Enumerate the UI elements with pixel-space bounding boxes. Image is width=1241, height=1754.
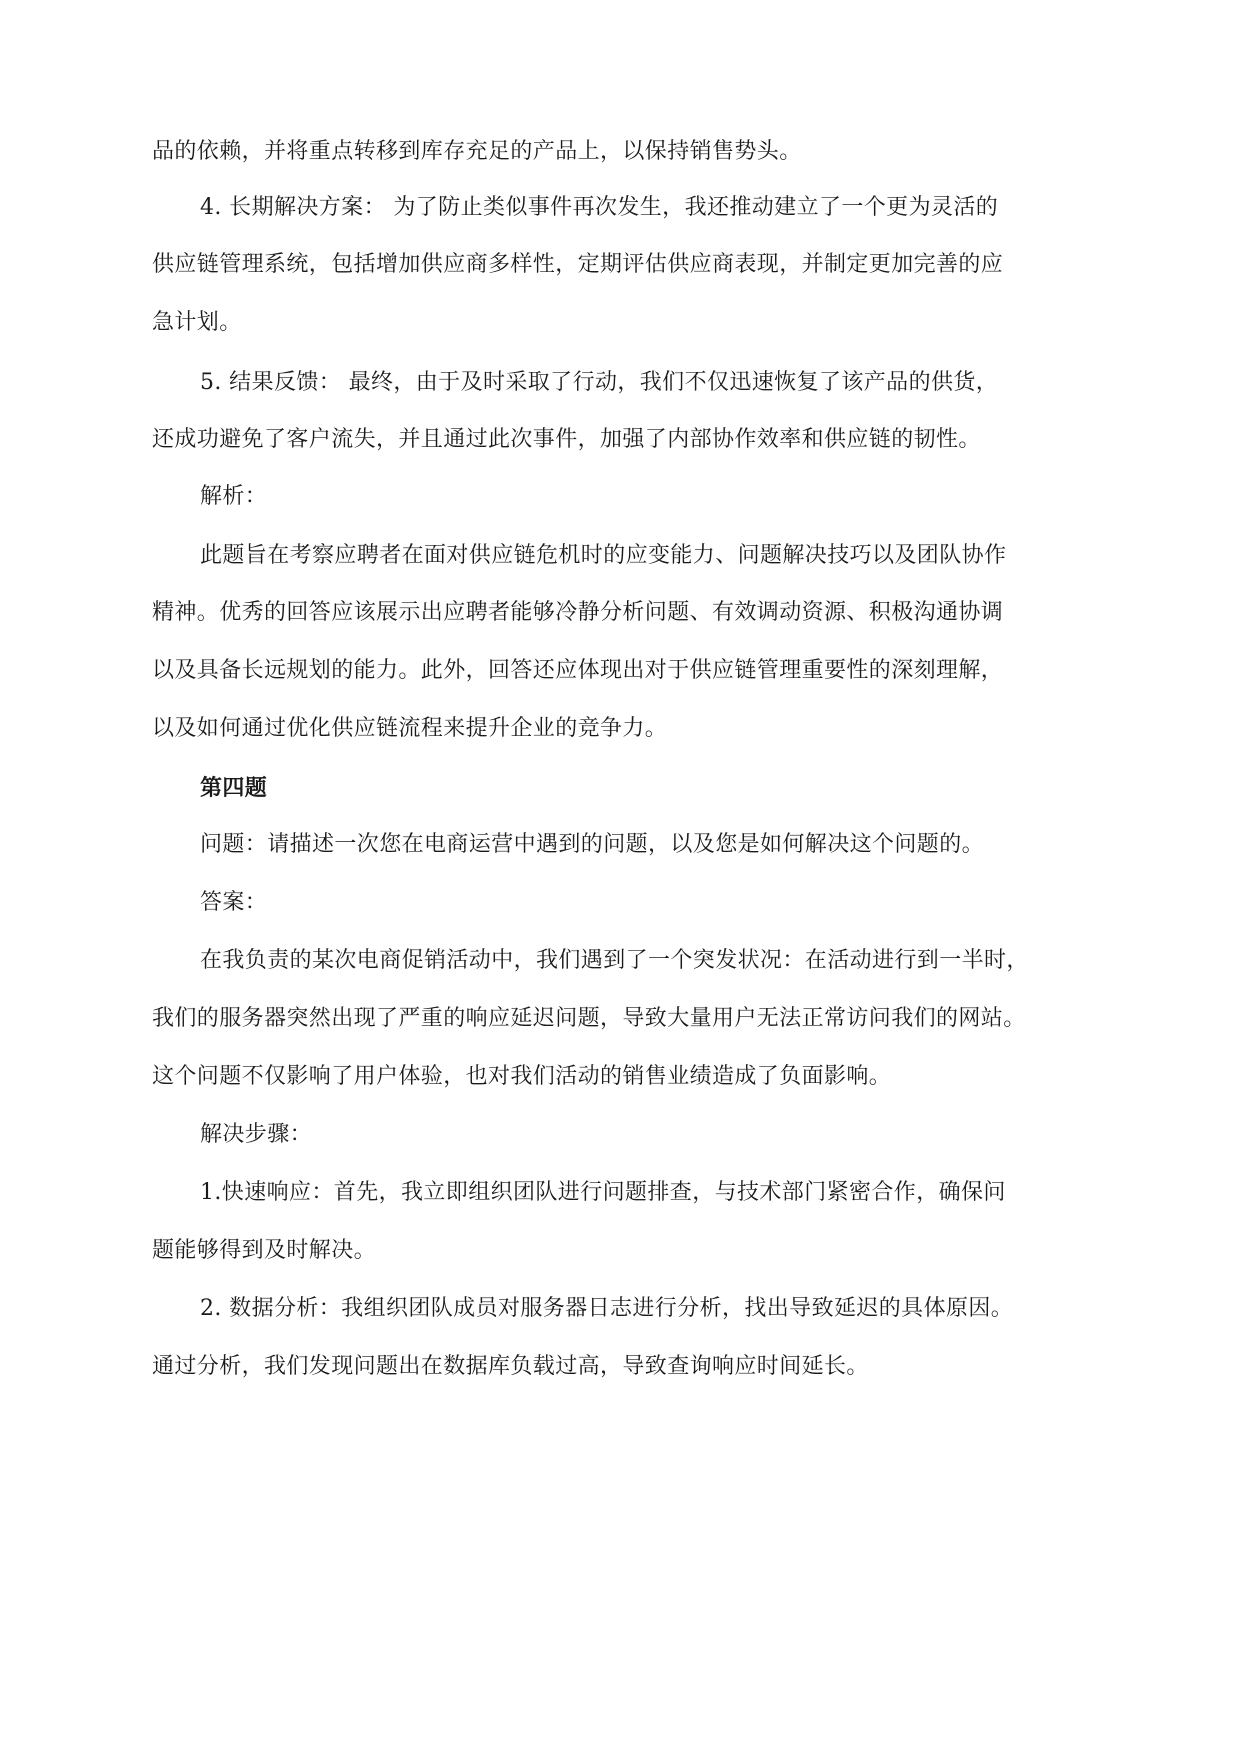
paragraph-line: 我们的服务器突然出现了严重的响应延迟问题，导致大量用户无法正常访问我们的网站。 bbox=[152, 1006, 1026, 1031]
paragraph-line: 此题旨在考察应聘者在面对供应链危机时的应变能力、问题解决技巧以及团队协作 bbox=[200, 543, 1007, 568]
paragraph-line: 在我负责的某次电商促销活动中，我们遇到了一个突发状况：在活动进行到一半时， bbox=[200, 948, 1029, 973]
paragraph-line: 品的依赖，并将重点转移到库存充足的产品上，以保持销售势头。 bbox=[152, 139, 802, 164]
paragraph-line: 以及具备长远规划的能力。此外，回答还应体现出对于供应链管理重要性的深刻理解， bbox=[152, 658, 1004, 683]
list-item-1-line: 1.快速响应：首先，我立即组织团队进行问题排查，与技术部门紧密合作，确保问 bbox=[200, 1180, 1006, 1205]
answer-label: 答案： bbox=[200, 890, 268, 915]
paragraph-line: 这个问题不仅影响了用户体验，也对我们活动的销售业绩造成了负面影响。 bbox=[152, 1064, 892, 1089]
section-heading: 第四题 bbox=[200, 775, 268, 801]
paragraph-line: 供应链管理系统，包括增加供应商多样性，定期评估供应商表现，并制定更加完善的应 bbox=[152, 252, 1004, 277]
list-item-5-line: 5. 结果反馈： 最终，由于及时采取了行动，我们不仅迅速恢复了该产品的供货， bbox=[200, 370, 999, 395]
paragraph-line: 还成功避免了客户流失，并且通过此次事件，加强了内部协作效率和供应链的韧性。 bbox=[152, 427, 981, 452]
steps-label: 解决步骤： bbox=[200, 1122, 313, 1147]
question-line: 问题：请描述一次您在电商运营中遇到的问题，以及您是如何解决这个问题的。 bbox=[200, 832, 985, 857]
list-item-2-line: 2. 数据分析：我组织团队成员对服务器日志进行分析，找出导致延迟的具体原因。 bbox=[200, 1296, 1014, 1321]
paragraph-line: 急计划。 bbox=[152, 310, 242, 335]
paragraph-line: 精神。优秀的回答应该展示出应聘者能够冷静分析问题、有效调动资源、积极沟通协调 bbox=[152, 600, 1004, 625]
paragraph-line: 题能够得到及时解决。 bbox=[152, 1238, 377, 1263]
analysis-label: 解析： bbox=[200, 484, 268, 509]
paragraph-line: 以及如何通过优化供应链流程来提升企业的竞争力。 bbox=[152, 716, 668, 741]
list-item-4-line: 4. 长期解决方案： 为了防止类似事件再次发生，我还推动建立了一个更为灵活的 bbox=[200, 195, 999, 220]
paragraph-line: 通过分析，我们发现问题出在数据库负载过高，导致查询响应时间延长。 bbox=[152, 1354, 869, 1379]
